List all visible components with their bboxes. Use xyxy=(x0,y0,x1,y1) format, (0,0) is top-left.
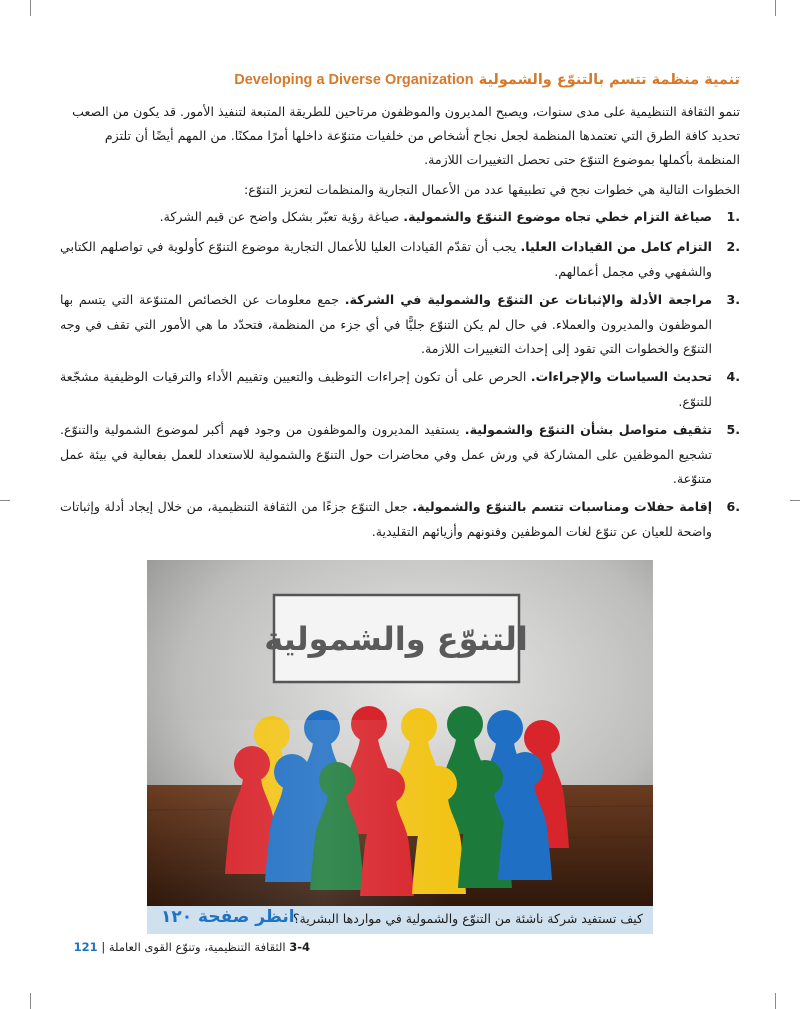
list-item xyxy=(60,235,740,284)
step-number: .2 xyxy=(726,239,740,254)
step-number: .4 xyxy=(726,369,740,384)
page-footer xyxy=(60,940,310,960)
step-heading: صياغة التزام خطي تجاه موضوع التنوّع والشمولية. xyxy=(403,209,712,224)
page-number: 121 xyxy=(73,940,98,954)
step-heading: تحديث السياسات والإجراءات. xyxy=(530,369,713,384)
step-text: جعل التنوّع جزءًا من الثقافة التنظيمية، من خلال إيجاد أدلة وإثباتات واضحة للعيان عن تنوّع لغات الموظفين وفنونهم وأزيائهم التقليدية. xyxy=(60,499,712,539)
section-title xyxy=(234,66,740,94)
step-heading: مراجعة الأدلة والإثباتات عن التنوّع والشمولية في الشركة. xyxy=(344,292,712,307)
list-item xyxy=(60,205,740,230)
caption-question: كيف تستفيد شركة ناشئة من التنوّع والشمولية في مواردها البشرية؟ xyxy=(292,911,643,926)
step-text: الحرص على أن تكون إجراءات التوظيف والتعيين وتقييم الأداء والترقيات الوظيفية مشجّعة للتنوّع. xyxy=(60,369,712,409)
steps-intro: الخطوات التالية هي خطوات نجح في تطبيقها عدد من الأعمال التجارية والمنظمات لتعزيز التنوّع: xyxy=(244,182,740,197)
list-item xyxy=(60,365,740,414)
step-number: .1 xyxy=(726,209,740,224)
crop-mark xyxy=(775,993,776,1009)
pawns-illustration xyxy=(147,560,653,906)
intro-paragraph: تنمو الثقافة التنظيمية على مدى سنوات، ويصبح المديرون والموظفون مرتاحين للطريقة المتبعة لتنفيذ الأمور. قد يكون من الصعب تحديد كافة الطرق التي تعتمدها المنظمة لجعل نجاح أشخاص من خلفيات متنوّعة داخلها أمرًا ممكنًا. من المهم أيضًا أن تلتزم المنظمة بأكملها بموضوع التنوّع حتى تحصل التغييرات اللازمة. xyxy=(72,104,740,167)
step-heading: التزام كامل من القيادات العليا. xyxy=(520,239,712,254)
list-item xyxy=(60,288,740,362)
list-item xyxy=(60,418,740,492)
footer-separator: | xyxy=(101,940,106,954)
step-text: جمع معلومات عن الخصائص المتنوّعة التي يتسم بها الموظفون والمديرون والعملاء. في حال لم يكن التنوّع جليًّا في أي جزء من المنظمة، فتحدّد ما هي الأمور التي تقف في وجه التنوّع والخطوات التي تقود إلى إحداث التغييرات اللازمة. xyxy=(60,292,712,356)
list-item xyxy=(60,495,740,544)
section-title-arabic: تنمية منظمة تتسم بالتنوّع والشمولية xyxy=(478,72,740,88)
crop-mark xyxy=(790,500,800,501)
step-number: .3 xyxy=(726,292,740,307)
footer-section-title: الثقافة التنظيمية، وتنوّع القوى العاملة xyxy=(108,940,286,954)
step-number: .6 xyxy=(726,499,740,514)
crop-mark xyxy=(30,0,31,16)
see-page-link[interactable]: انظر صفحة ١٢٠ xyxy=(161,907,295,927)
crop-mark xyxy=(775,0,776,16)
footer-section-number: 3-4 xyxy=(289,940,310,954)
step-heading: تثقيف متواصل بشأن التنوّع والشمولية. xyxy=(464,422,713,437)
diversity-photo xyxy=(147,560,653,906)
photo-caption xyxy=(147,906,653,934)
step-number: .5 xyxy=(726,422,740,437)
crop-mark xyxy=(30,993,31,1009)
step-text: يستفيد المديرون والموظفون من وجود فهم أكبر لموضوع الشمولية والتنوّع. تشجيع الموظفين على المشاركة في ورش عمل وفي محاضرات حول التنوّع والشمولية للاستعداد للعمل بفعالية في بيئة عمل متنوّعة. xyxy=(60,422,712,486)
step-text: صياغة رؤية تعبّر بشكل واضح عن قيم الشركة. xyxy=(159,209,404,224)
step-text: يجب أن تقدّم القيادات العليا للأعمال التجارية موضوع التنوّع كأولوية في تواصلهم الكتابي والشفهي وفي مجمل أعمالهم. xyxy=(60,239,712,279)
sign-text: التنوّع والشمولية xyxy=(264,620,528,658)
section-title-english: Developing a Diverse Organization xyxy=(234,72,474,88)
step-heading: إقامة حفلات ومناسبات تتسم بالتنوّع والشمولية. xyxy=(412,499,713,514)
crop-mark xyxy=(0,500,10,501)
